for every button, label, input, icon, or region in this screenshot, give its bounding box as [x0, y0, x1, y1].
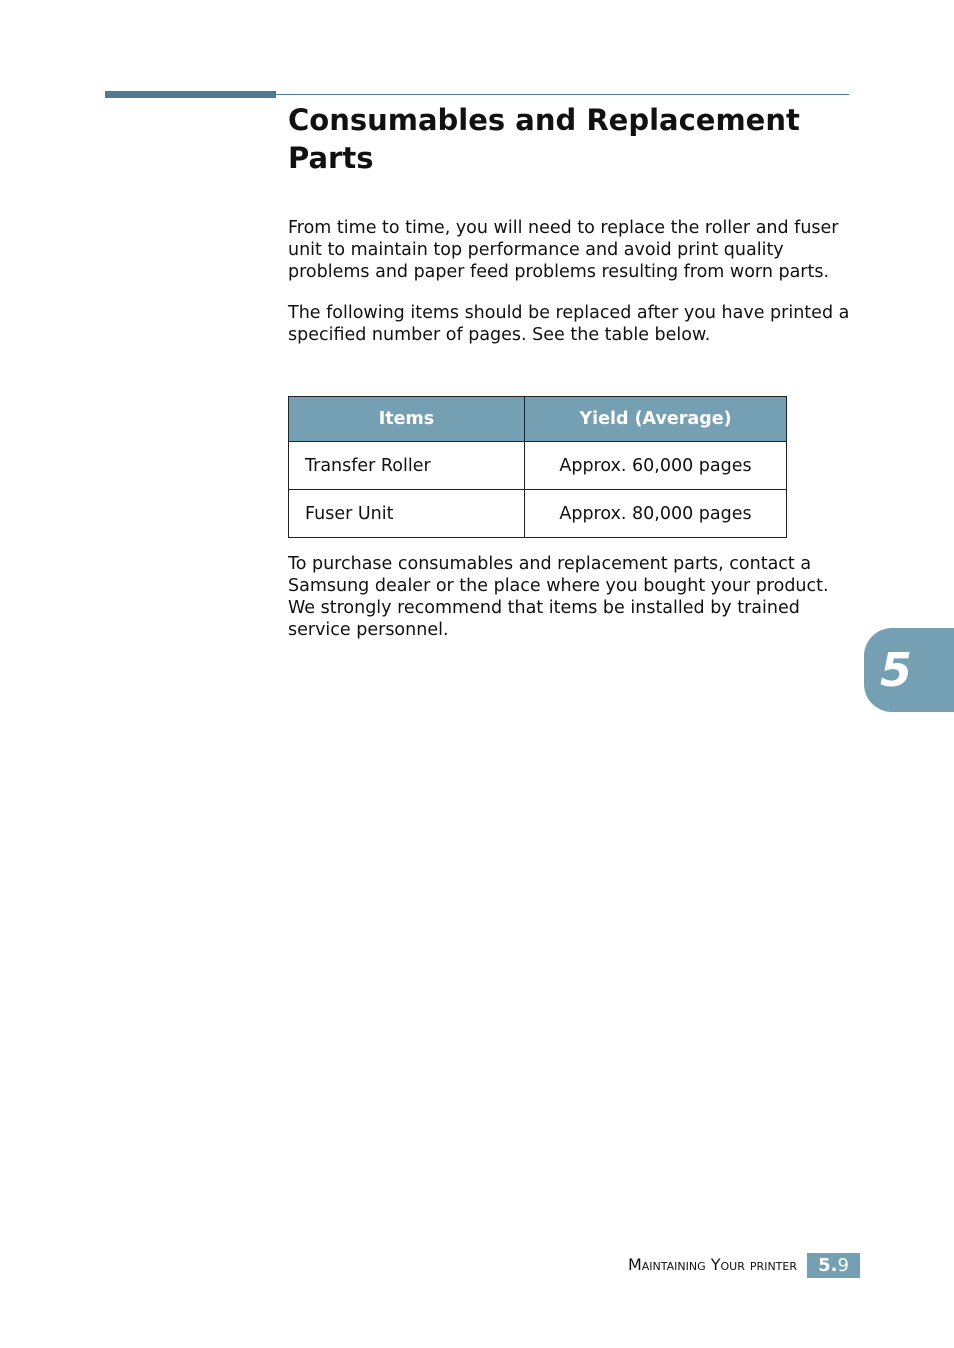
consumables-table [288, 396, 787, 538]
yield-cell: Approx. 80,000 pages [525, 490, 787, 538]
section-rule-accent [105, 91, 276, 98]
page-title: Consumables and Replacement Parts [288, 103, 800, 175]
table-header-row [289, 397, 787, 442]
intro-paragraph: From time to time, you will need to replace the roller and fuser unit to maintain top performance and avoid print quality problems and paper feed problems resulting from worn parts. [288, 218, 839, 282]
column-header-items: Items [289, 397, 525, 442]
chapter-tab: 5 [864, 628, 954, 712]
item-cell: Fuser Unit [289, 490, 525, 538]
page-number-badge [807, 1253, 860, 1278]
footer-section-name: Maintaining Your printer [627, 1255, 797, 1274]
yield-cell: Approx. 60,000 pages [525, 442, 787, 490]
column-header-yield: Yield (Average) [525, 397, 787, 442]
item-cell: Transfer Roller [289, 442, 525, 490]
page-number: 9 [837, 1255, 849, 1276]
purchase-paragraph: To purchase consumables and replacement parts, contact a Samsung dealer or the place where you bought your product. We strongly recommend that items be installed by trained service personnel. [288, 554, 829, 640]
section-rule-line [276, 94, 849, 95]
page-chapter: 5. [818, 1255, 838, 1276]
replacement-paragraph: The following items should be replaced after you have printed a specified number of pages. See the table below. [288, 303, 850, 345]
table-row [289, 442, 787, 490]
table-row [289, 490, 787, 538]
